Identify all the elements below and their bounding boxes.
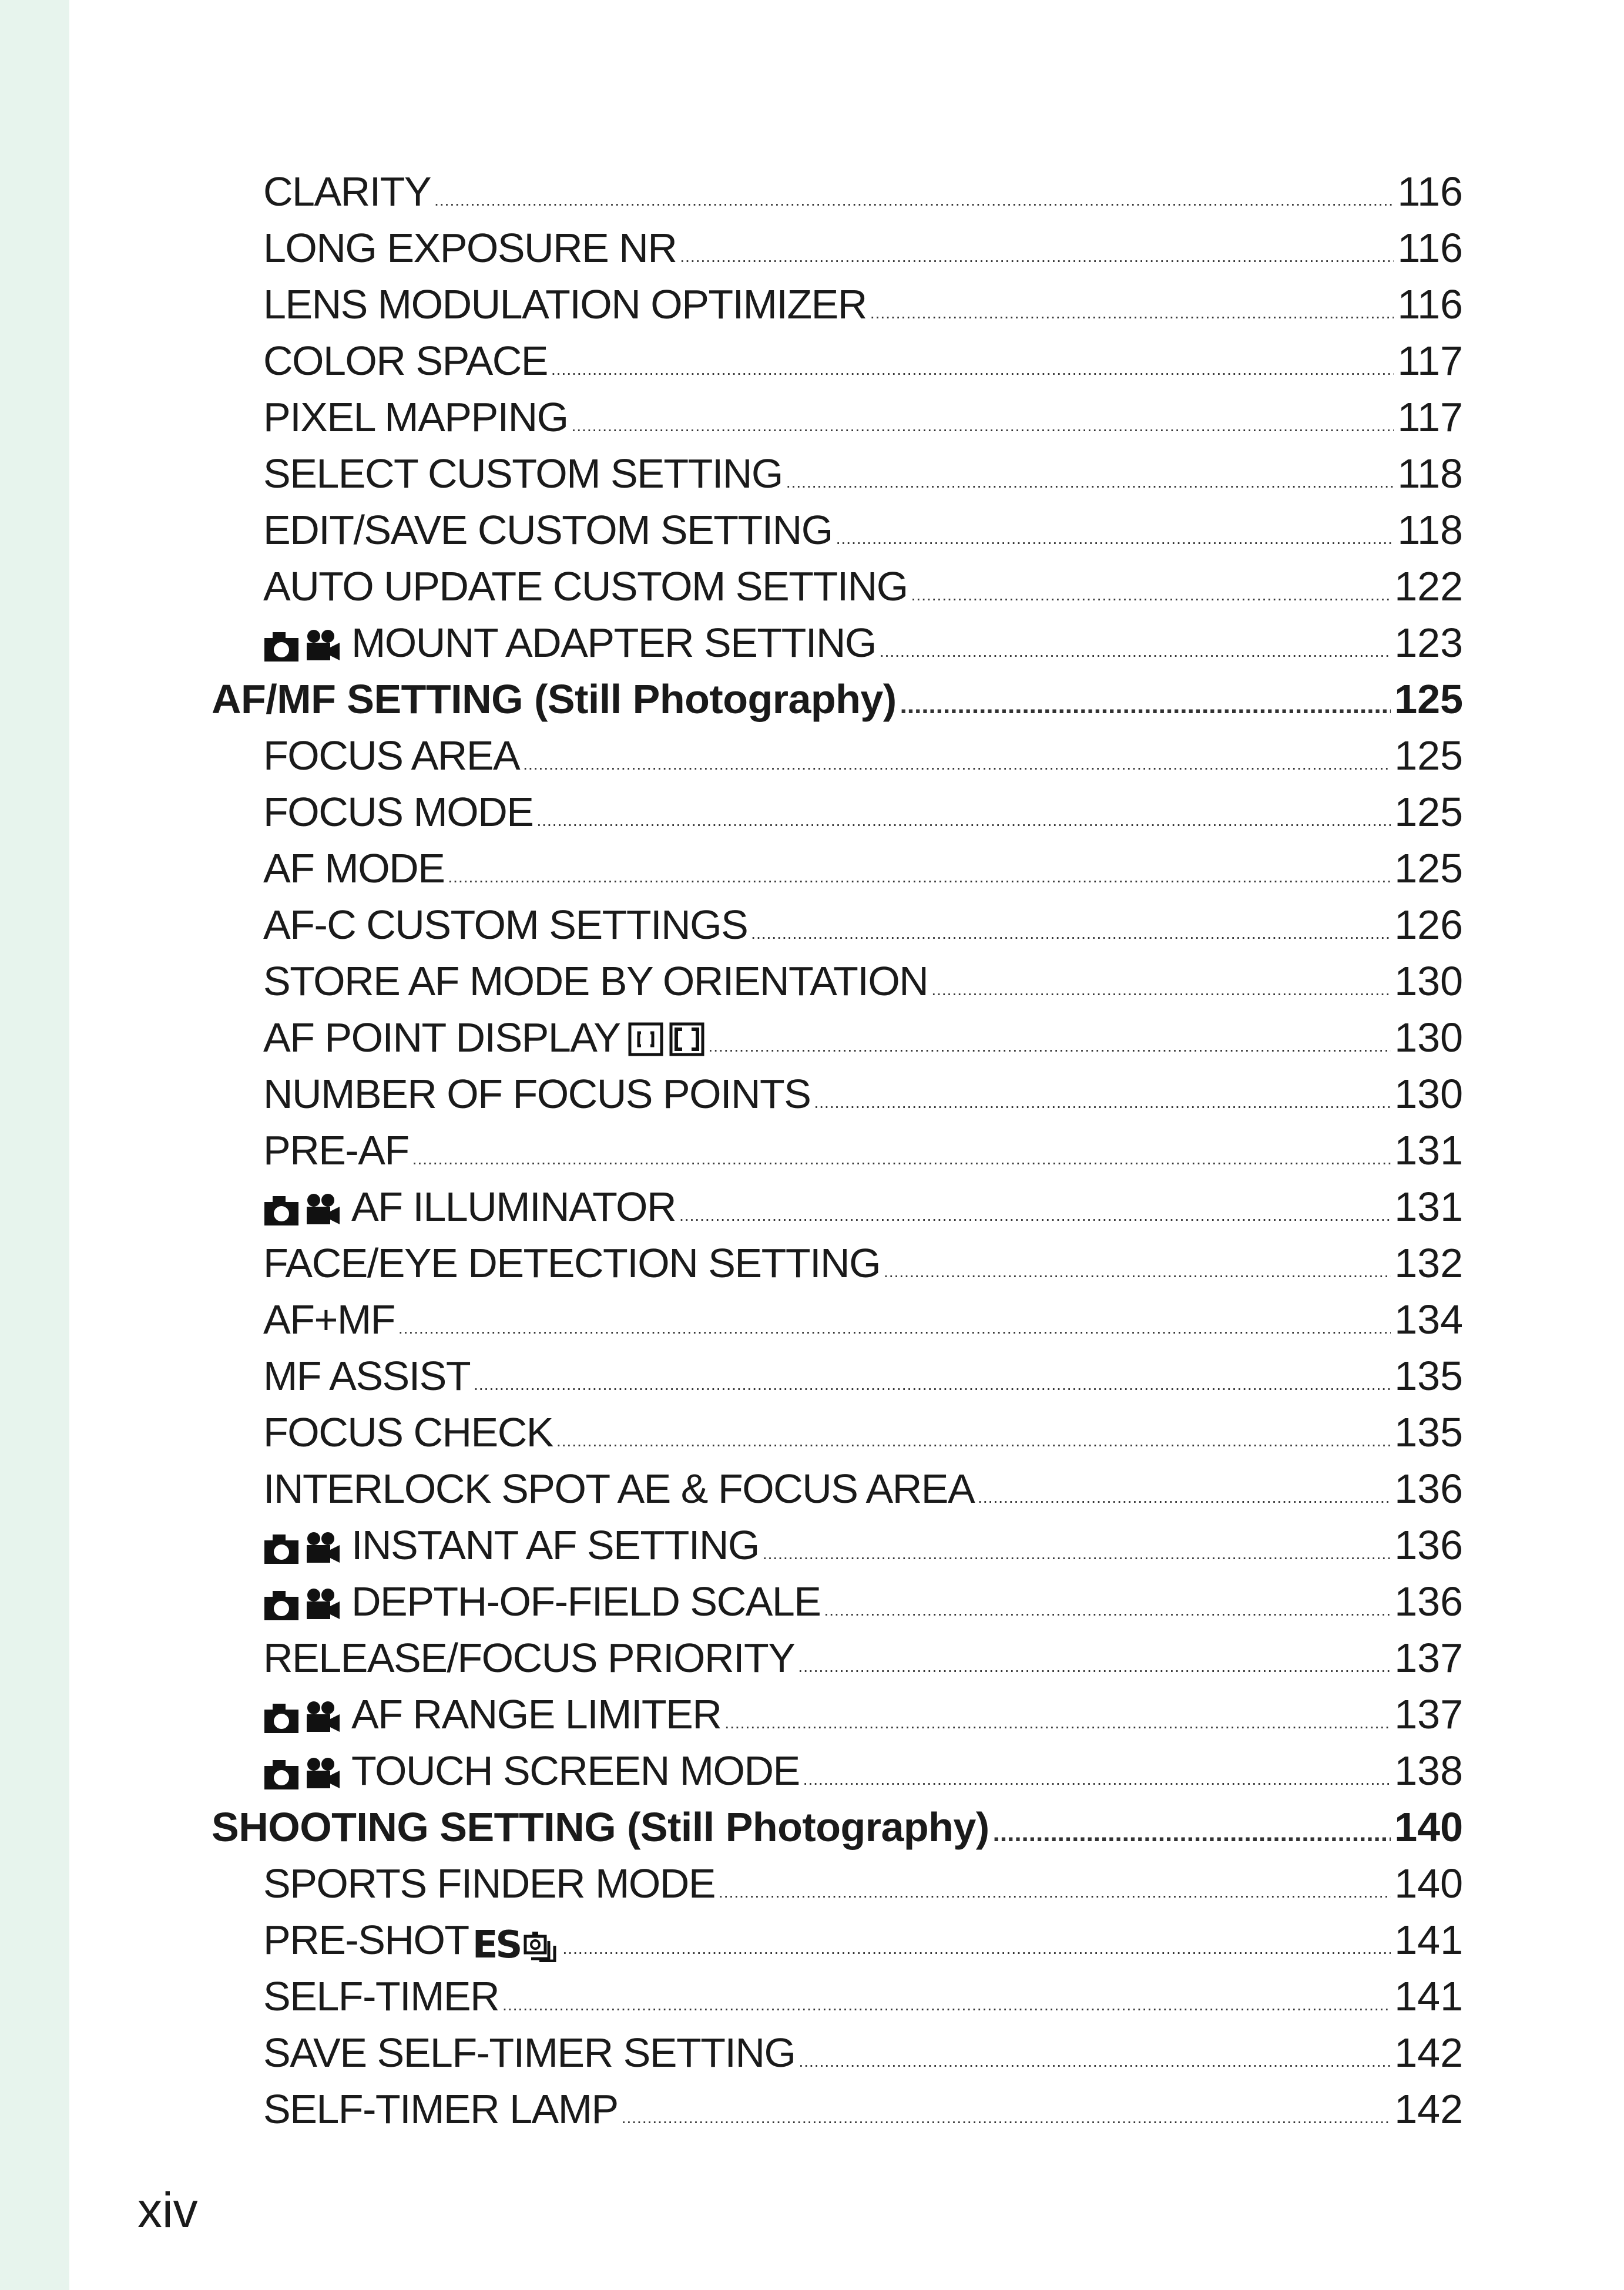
toc-page-number: 142 — [1394, 2030, 1463, 2076]
toc-entry[interactable] — [212, 1348, 1463, 1404]
dot-leader — [434, 163, 1394, 229]
toc-entry-text: AF-C CUSTOM SETTINGS — [263, 902, 748, 948]
dot-leader — [556, 1404, 1391, 1469]
toc-entry-label — [263, 1009, 704, 1066]
toc-entry-text: MOUNT ADAPTER SETTING — [351, 620, 876, 666]
page-number: xiv — [137, 2182, 198, 2238]
toc-entry-label — [263, 2024, 795, 2081]
toc-entry-text: AF POINT DISPLAY — [263, 1015, 620, 1060]
toc-entry-text: SPORTS FINDER MODE — [263, 1861, 716, 1906]
toc-entry[interactable] — [212, 1404, 1463, 1460]
toc-page-number: 116 — [1397, 225, 1463, 271]
dot-leader — [900, 671, 1391, 733]
toc-entry[interactable] — [212, 1066, 1463, 1122]
toc-entry[interactable] — [212, 1122, 1463, 1178]
toc-page-number: 117 — [1397, 338, 1463, 384]
toc-entry-text: PRE-SHOT — [263, 1917, 469, 1963]
toc-page-number: 118 — [1397, 451, 1463, 496]
toc-page-number: 132 — [1394, 1240, 1463, 1286]
movie-camera-icon — [303, 1587, 342, 1621]
movie-camera-icon — [303, 1757, 342, 1791]
still-camera-icon — [263, 1531, 300, 1565]
dot-leader — [563, 1912, 1391, 1977]
toc-entry-label — [263, 1460, 974, 1517]
toc-page-number: 117 — [1397, 394, 1463, 440]
still-and-movie-icons — [263, 1700, 342, 1734]
toc-entry[interactable] — [212, 1912, 1463, 1968]
toc-entry-label — [263, 1517, 759, 1573]
toc-entry-text: DEPTH-OF-FIELD SCALE — [351, 1579, 821, 1624]
toc-entry-label — [263, 727, 519, 784]
dot-leader — [680, 220, 1394, 285]
still-camera-icon — [263, 629, 300, 663]
dot-leader — [708, 1009, 1391, 1075]
toc-entry-label — [263, 220, 676, 276]
toc-page-number: 135 — [1394, 1353, 1463, 1399]
dot-leader — [798, 1630, 1391, 1695]
toc-entry-text: FOCUS CHECK — [263, 1409, 553, 1455]
toc-page-number: 123 — [1394, 620, 1463, 666]
toc-entry-text: PRE-AF — [263, 1127, 409, 1173]
still-camera-icon — [263, 1757, 300, 1791]
af-frame-large-icon — [669, 1022, 704, 1056]
toc-page-number: 140 — [1394, 1861, 1463, 1906]
toc-entry-label — [263, 1235, 880, 1291]
toc-entry-label — [263, 1912, 559, 1968]
toc-entry[interactable] — [212, 445, 1463, 502]
dot-leader — [724, 1686, 1391, 1751]
toc-entry[interactable] — [212, 220, 1463, 276]
toc-page-number: 136 — [1394, 1522, 1463, 1568]
toc-entry[interactable] — [212, 1968, 1463, 2024]
toc-entry-label — [212, 671, 897, 727]
dot-leader — [978, 1460, 1391, 1526]
dot-leader — [798, 2024, 1391, 2090]
dot-leader — [751, 896, 1391, 962]
toc-entry-label — [263, 502, 833, 558]
toc-page-number: 125 — [1394, 676, 1463, 722]
toc-page-number: 125 — [1394, 789, 1463, 835]
toc-entry-label — [263, 1686, 721, 1742]
toc-entry-text: AF/MF SETTING (Still Photography) — [212, 676, 897, 722]
toc-page-number: 134 — [1394, 1297, 1463, 1342]
toc-page-number: 141 — [1394, 1973, 1463, 2019]
toc-entry-text: NUMBER OF FOCUS POINTS — [263, 1071, 811, 1117]
dot-leader — [523, 727, 1391, 793]
toc-entry-label — [263, 445, 783, 502]
toc-page-number: 126 — [1394, 902, 1463, 948]
toc-entry[interactable] — [212, 276, 1463, 333]
toc-page-number: 138 — [1394, 1748, 1463, 1794]
toc-entry-label — [212, 1799, 989, 1855]
toc-entry[interactable] — [212, 333, 1463, 389]
toc-entry-label — [263, 333, 548, 389]
toc-entry-label — [263, 1968, 499, 2024]
dot-leader — [836, 502, 1394, 567]
toc-entry-label — [263, 615, 876, 671]
toc-entry[interactable] — [212, 896, 1463, 953]
toc-entry-label — [263, 1122, 409, 1178]
toc-page-number: 142 — [1394, 2086, 1463, 2132]
toc-entry-text: SELF-TIMER LAMP — [263, 2086, 618, 2132]
still-camera-icon — [263, 1700, 300, 1734]
toc-entry-text: AF+MF — [263, 1297, 395, 1342]
toc-entry[interactable] — [212, 615, 1463, 671]
electronic-shutter-icon: ES — [472, 1923, 521, 1967]
toc-entry-text: COLOR SPACE — [263, 338, 548, 384]
toc-entry[interactable] — [212, 1742, 1463, 1799]
dot-leader — [803, 1742, 1391, 1808]
toc-entry[interactable] — [212, 1630, 1463, 1686]
toc-entry[interactable] — [212, 502, 1463, 558]
toc-entry-label — [263, 1742, 800, 1799]
dot-leader — [763, 1517, 1391, 1582]
toc-entry-text: INSTANT AF SETTING — [351, 1522, 759, 1568]
dot-leader — [870, 276, 1394, 341]
still-and-movie-icons — [263, 1531, 342, 1565]
toc-entry-label — [263, 1404, 553, 1460]
toc-entry-text: INTERLOCK SPOT AE & FOCUS AREA — [263, 1466, 975, 1512]
dot-leader — [398, 1291, 1391, 1356]
toc-entry[interactable] — [212, 1855, 1463, 1912]
dot-leader — [679, 1178, 1391, 1244]
still-camera-icon — [263, 1587, 300, 1621]
dot-leader — [412, 1122, 1391, 1187]
still-and-movie-icons — [263, 629, 342, 663]
toc-entry-label — [263, 558, 908, 615]
still-and-movie-icons — [263, 1193, 342, 1227]
dot-leader — [814, 1066, 1391, 1131]
toc-entry-text: TOUCH SCREEN MODE — [351, 1748, 800, 1794]
toc-entry-text: AF ILLUMINATOR — [351, 1184, 676, 1230]
toc-entry-text: SELF-TIMER — [263, 1973, 499, 2019]
toc-page-number: 125 — [1394, 733, 1463, 778]
toc-page-number: 118 — [1397, 507, 1463, 553]
dot-leader — [824, 1573, 1391, 1638]
toc-page-number: 141 — [1394, 1917, 1463, 1963]
toc-entry-text: SHOOTING SETTING (Still Photography) — [212, 1804, 989, 1850]
dot-leader — [931, 953, 1391, 1018]
dot-leader — [880, 615, 1391, 680]
toc-entry-label — [263, 163, 431, 220]
toc-entry-text: AF MODE — [263, 845, 445, 891]
dot-leader — [993, 1799, 1391, 1861]
dot-leader — [572, 389, 1394, 454]
toc-page-number: 116 — [1397, 281, 1463, 327]
toc-entry[interactable] — [212, 840, 1463, 896]
toc-page-number: 122 — [1394, 563, 1463, 609]
toc-entry-text: PIXEL MAPPING — [263, 394, 568, 440]
movie-camera-icon — [303, 1700, 342, 1734]
dot-leader — [786, 445, 1394, 511]
dot-leader — [719, 1855, 1391, 1920]
toc-entry-label — [263, 1348, 470, 1404]
side-color-strip — [0, 0, 69, 2290]
toc-entry[interactable] — [212, 1009, 1463, 1066]
toc-entry-text: FACE/EYE DETECTION SETTING — [263, 1240, 881, 1286]
movie-camera-icon — [303, 629, 342, 663]
toc-entry-text: EDIT/SAVE CUSTOM SETTING — [263, 507, 833, 553]
toc-page-number: 131 — [1394, 1184, 1463, 1230]
toc-entry-label — [263, 784, 533, 840]
dot-leader — [884, 1235, 1391, 1300]
toc-entry-text: FOCUS MODE — [263, 789, 533, 835]
toc-entry-label — [263, 276, 867, 333]
toc-entry-label — [263, 953, 928, 1009]
toc-entry[interactable] — [212, 1291, 1463, 1348]
toc-entry[interactable] — [212, 2081, 1463, 2137]
toc-section-heading[interactable] — [212, 671, 1463, 727]
toc-page-number: 130 — [1394, 1071, 1463, 1117]
dot-leader — [474, 1348, 1391, 1413]
still-and-movie-icons — [263, 1757, 342, 1791]
toc-page-number: 135 — [1394, 1409, 1463, 1455]
toc-entry-text: MF ASSIST — [263, 1353, 471, 1399]
toc-entry[interactable] — [212, 1517, 1463, 1573]
toc-entry-label — [263, 1291, 395, 1348]
toc-entry-text: SELECT CUSTOM SETTING — [263, 451, 783, 496]
toc-entry[interactable] — [212, 784, 1463, 840]
toc-entry[interactable] — [212, 1686, 1463, 1742]
toc-page-number: 140 — [1394, 1804, 1463, 1850]
toc-page-number: 116 — [1397, 169, 1463, 214]
toc-entry[interactable] — [212, 2024, 1463, 2081]
dot-leader — [448, 840, 1391, 905]
dot-leader — [622, 2081, 1391, 2146]
toc-page-number: 137 — [1394, 1635, 1463, 1681]
toc-entry-text: AF RANGE LIMITER — [351, 1691, 722, 1737]
toc-entry-text: STORE AF MODE BY ORIENTATION — [263, 958, 928, 1004]
toc-entry-text: RELEASE/FOCUS PRIORITY — [263, 1635, 795, 1681]
toc-entry-text: AUTO UPDATE CUSTOM SETTING — [263, 563, 908, 609]
burst-mode-icon — [523, 1928, 559, 1962]
dot-leader — [502, 1968, 1391, 2033]
toc-page-number: 136 — [1394, 1466, 1463, 1512]
toc-page-number: 136 — [1394, 1579, 1463, 1624]
toc-entry-text: FOCUS AREA — [263, 733, 520, 778]
af-frame-small-icon — [628, 1022, 663, 1056]
toc-entry[interactable] — [212, 163, 1463, 220]
dot-leader — [536, 784, 1391, 849]
af-point-display-icons — [628, 1022, 704, 1056]
toc-entry[interactable] — [212, 1178, 1463, 1235]
toc-page-number: 130 — [1394, 958, 1463, 1004]
table-of-contents — [212, 163, 1463, 2137]
dot-leader — [551, 333, 1394, 398]
toc-entry-label — [263, 1066, 810, 1122]
toc-section-heading[interactable] — [212, 1799, 1463, 1855]
toc-entry-label — [263, 2081, 618, 2137]
toc-entry-label — [263, 1573, 820, 1630]
movie-camera-icon — [303, 1193, 342, 1227]
toc-page-number: 125 — [1394, 845, 1463, 891]
still-camera-icon — [263, 1193, 300, 1227]
toc-entry-label — [263, 1178, 676, 1235]
toc-entry-text: LENS MODULATION OPTIMIZER — [263, 281, 867, 327]
toc-entry[interactable] — [212, 1573, 1463, 1630]
toc-page-number: 130 — [1394, 1015, 1463, 1060]
toc-page-number: 137 — [1394, 1691, 1463, 1737]
toc-entry[interactable] — [212, 727, 1463, 784]
dot-leader — [911, 558, 1391, 623]
toc-entry[interactable] — [212, 1460, 1463, 1517]
movie-camera-icon — [303, 1531, 342, 1565]
pre-shot-mode-icons — [472, 1923, 559, 1967]
toc-entry-label — [263, 896, 747, 953]
still-and-movie-icons — [263, 1587, 342, 1621]
toc-entry[interactable] — [212, 558, 1463, 615]
toc-entry-text: SAVE SELF-TIMER SETTING — [263, 2030, 796, 2076]
toc-entry-text: CLARITY — [263, 169, 431, 214]
toc-entry[interactable] — [212, 389, 1463, 445]
toc-entry-label — [263, 840, 444, 896]
toc-entry-label — [263, 1855, 715, 1912]
toc-page-number: 131 — [1394, 1127, 1463, 1173]
toc-entry-text: LONG EXPOSURE NR — [263, 225, 677, 271]
toc-entry-label — [263, 1630, 794, 1686]
toc-entry-label — [263, 389, 568, 445]
toc-entry[interactable] — [212, 1235, 1463, 1291]
toc-entry[interactable] — [212, 953, 1463, 1009]
